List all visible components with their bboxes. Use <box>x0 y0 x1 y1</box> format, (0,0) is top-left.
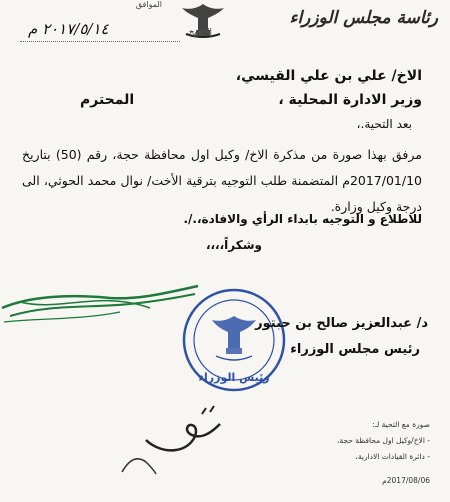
cc-item: - الاخ/وكيل اول محافظة حجة، <box>336 436 430 445</box>
date-dotted-line <box>20 41 180 42</box>
addressee-title: وزير الادارة المحلية ، <box>278 92 422 108</box>
cc-heading: صورة مع التحية لـ: <box>372 420 430 429</box>
addressee-name: الاخ/ علي بن علي القيسي، <box>235 68 422 84</box>
greeting: بعد التحية.، <box>356 117 412 131</box>
footer-date: 2017/08/06م <box>382 476 430 485</box>
closing-request: للاطلاع و التوجيه بابداء الرأي والافادة،./. <box>183 212 422 226</box>
official-stamp-icon <box>180 286 288 394</box>
date-label: التاريخ <box>188 28 212 38</box>
date-field <box>20 20 212 46</box>
signer-title: رئيس مجلس الوزراء <box>290 342 420 357</box>
thanks: وشكراً،،،، <box>205 238 262 252</box>
honorific: المحترم <box>80 92 135 108</box>
signature-scribble-icon <box>0 278 200 328</box>
box-label: الموافق <box>135 0 162 9</box>
cc-item: - دائرة القيادات الادارية، <box>355 452 430 461</box>
handwritten-date: ٢٠١٧/٥/١٤ م <box>28 20 109 38</box>
stamp-text: رئيس الوزراء <box>198 371 270 384</box>
pen-mark-icon <box>118 448 158 478</box>
letter-body: مرفق بهذا صورة من مذكرة الاخ/ وكيل اول محافظة حجة، رقم (50) بتاريخ 2017/01/10م المتضمنة طلب التوجيه بترقية الأخت/ نوال محمد الحوثي، الى درجة وكيل وزارة. <box>22 147 422 214</box>
signer-name: د/ عبدالعزيز صالح بن حبتور <box>255 316 428 331</box>
reference-labels <box>12 0 162 9</box>
organization-name: رئاسة مجلس الوزراء <box>289 8 438 28</box>
